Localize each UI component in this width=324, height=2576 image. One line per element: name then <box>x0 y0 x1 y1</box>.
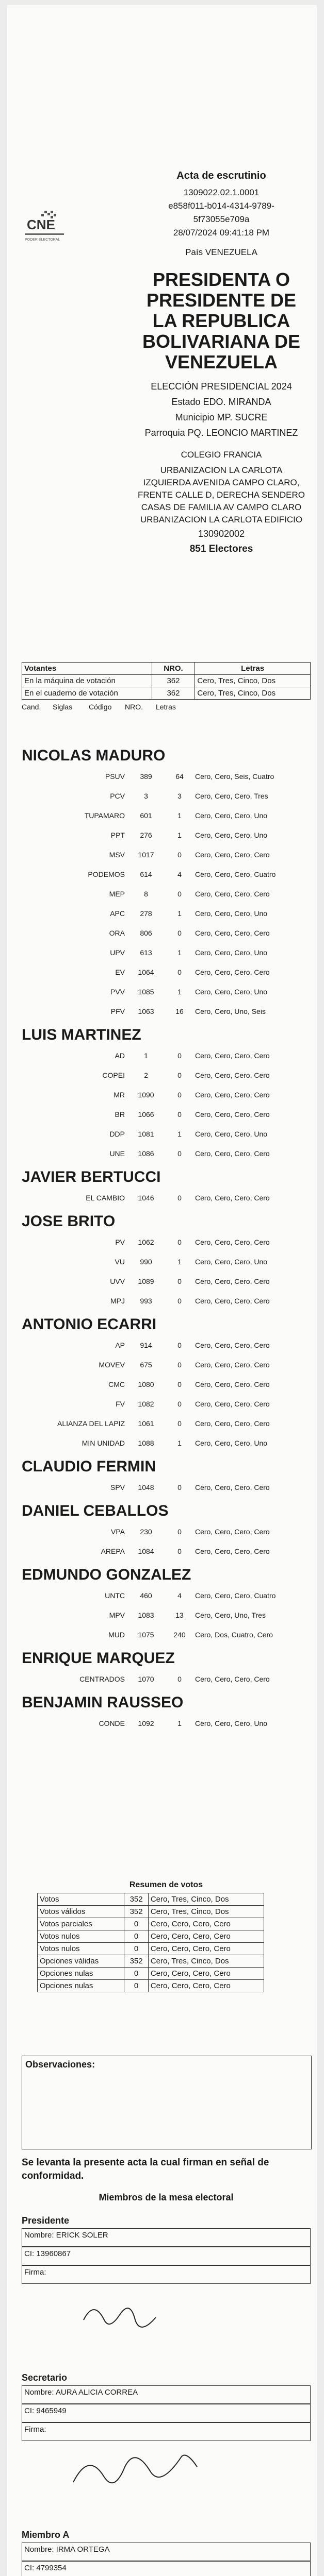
party-votes-words: Cero, Cero, Cero, Cero <box>195 1483 270 1492</box>
party-row <box>22 1669 311 1689</box>
election-name: ELECCIÓN PRESIDENCIAL 2024 <box>151 381 292 392</box>
cell: Cero, Tres, Cinco, Dos <box>195 675 311 687</box>
party-row <box>22 1522 311 1541</box>
acta-uuid-1: e858f011-b014-4314-9789- <box>168 201 274 211</box>
summary-row <box>38 1955 264 1968</box>
party-acronym: AREPA <box>101 1547 125 1555</box>
party-acronym: PSUV <box>105 772 125 781</box>
party-row <box>22 1478 311 1497</box>
party-votes: 0 <box>177 1149 182 1158</box>
party-row <box>22 1335 311 1355</box>
party-acronym: CMC <box>108 1380 125 1388</box>
cne-logo <box>22 209 67 245</box>
observations-box <box>22 2056 312 2149</box>
candidate-name: DANIEL CEBALLOS <box>22 1502 169 1519</box>
party-row <box>22 1002 311 1021</box>
party-acronym: MR <box>114 1091 125 1099</box>
address: URBANIZACION LA CARLOTA IZQUIERDA AVENIDA CAMPO CLARO, FRENTE CALLE D, DERECHA SENDERO CASAS DE FAMILIA AV CAMPO CLARO URBANIZACION LA CARLOTA EDIFICIO <box>137 465 305 524</box>
party-code: 1063 <box>138 1007 154 1015</box>
member-name: Nombre: IRMA ORTEGA <box>22 2543 311 2561</box>
party-votes-words: Cero, Cero, Cero, Uno <box>195 1719 268 1727</box>
party-acronym: PVV <box>110 988 125 996</box>
party-votes: 4 <box>177 870 182 878</box>
party-row <box>22 923 311 943</box>
handwritten-signature <box>22 2284 259 2346</box>
party-votes-words: Cero, Cero, Cero, Cero <box>195 1419 270 1428</box>
party-code: 389 <box>140 772 152 781</box>
members-title: Miembros de la mesa electoral <box>99 2192 234 2202</box>
party-code: 1064 <box>138 968 154 976</box>
party-row <box>22 1232 311 1252</box>
candidate-name: JAVIER BERTUCCI <box>22 1168 161 1185</box>
party-code: 230 <box>140 1528 152 1536</box>
party-votes: 1 <box>177 948 182 957</box>
party-votes-words: Cero, Cero, Uno, Tres <box>195 1611 266 1619</box>
party-votes-words: Cero, Cero, Cero, Cero <box>195 890 270 898</box>
observations-label: Observaciones: <box>25 2059 95 2070</box>
party-votes-words: Cero, Cero, Cero, Uno <box>195 948 268 957</box>
summary-cell: Opciones válidas <box>38 1955 124 1968</box>
member-role: Miembro A <box>22 2530 70 2540</box>
party-row <box>22 1046 311 1065</box>
party-row <box>22 1605 311 1625</box>
summary-cell: 0 <box>124 1943 148 1955</box>
party-code: 675 <box>140 1361 152 1369</box>
closing-text: Se levanta la presente acta la cual firman en señal de conformidad. <box>22 2157 269 2181</box>
party-acronym: MOVEV <box>99 1361 125 1369</box>
summary-cell: 0 <box>124 1918 148 1930</box>
party-row <box>22 943 311 962</box>
party-code: 1084 <box>138 1547 154 1555</box>
summary-cell: Cero, Cero, Cero, Cero <box>148 1918 264 1930</box>
sub-nro: NRO. <box>125 703 143 711</box>
votantes-row <box>22 675 311 687</box>
parish: Parroquia PQ. LEONCIO MARTINEZ <box>144 428 298 438</box>
party-acronym: UNE <box>109 1149 125 1158</box>
party-votes-words: Cero, Cero, Cero, Uno <box>195 988 268 996</box>
party-row <box>22 1433 311 1453</box>
party-votes-words: Cero, Cero, Cero, Cero <box>195 1149 270 1158</box>
party-acronym: PPT <box>110 831 125 839</box>
party-votes-words: Cero, Cero, Seis, Cuatro <box>195 772 274 781</box>
party-votes: 64 <box>175 772 184 781</box>
party-code: 1046 <box>138 1194 154 1202</box>
party-code: 278 <box>140 909 152 918</box>
sub-siglas: Siglas <box>53 703 73 711</box>
party-code: 1088 <box>138 1439 154 1447</box>
party-row <box>22 1625 311 1645</box>
party-row <box>22 845 311 865</box>
summary-table <box>37 1893 264 1992</box>
voting-center: COLEGIO FRANCIA <box>181 450 262 460</box>
party-acronym: MSV <box>109 851 125 859</box>
party-acronym: MPV <box>109 1611 125 1619</box>
party-votes-words: Cero, Cero, Cero, Uno <box>195 831 268 839</box>
candidate-name: NICOLAS MADURO <box>22 747 166 764</box>
party-votes-words: Cero, Cero, Uno, Seis <box>195 1007 266 1015</box>
party-code: 3 <box>144 792 148 800</box>
member-ci: CI: 9465949 <box>22 2404 311 2422</box>
party-votes-words: Cero, Cero, Cero, Cero <box>195 1297 270 1305</box>
party-row <box>22 1085 311 1105</box>
party-row <box>22 904 311 923</box>
summary-cell: Cero, Cero, Cero, Cero <box>148 1943 264 1955</box>
party-code: 1082 <box>138 1400 154 1408</box>
col-nro: NRO. <box>152 663 195 675</box>
party-votes: 0 <box>177 929 182 937</box>
party-code: 1062 <box>138 1238 154 1246</box>
party-votes: 0 <box>177 968 182 976</box>
member-block <box>22 2215 311 2348</box>
party-acronym: VPA <box>111 1528 125 1536</box>
summary-cell: Cero, Tres, Cinco, Dos <box>148 1906 264 1918</box>
party-code: 1048 <box>138 1483 154 1492</box>
party-acronym: BR <box>115 1110 125 1118</box>
party-votes: 0 <box>177 1297 182 1305</box>
party-acronym: FV <box>116 1400 125 1408</box>
party-acronym: TUPAMARO <box>84 811 125 820</box>
party-votes-words: Cero, Cero, Cero, Cero <box>195 1380 270 1388</box>
party-votes: 13 <box>175 1611 184 1619</box>
party-votes: 0 <box>177 1400 182 1408</box>
svg-text:CNE: CNE <box>27 217 55 232</box>
party-acronym: PFV <box>110 1007 125 1015</box>
header <box>136 170 306 557</box>
party-votes-words: Cero, Cero, Cero, Cuatro <box>195 870 276 878</box>
member-role: Presidente <box>22 2215 70 2226</box>
summary-cell: 0 <box>124 1968 148 1980</box>
candidates-section <box>22 742 311 1733</box>
party-votes: 0 <box>177 1091 182 1099</box>
party-acronym: COPEI <box>102 1071 125 1079</box>
party-row <box>22 1188 311 1208</box>
party-row <box>22 1124 311 1144</box>
party-votes: 240 <box>173 1631 186 1639</box>
candidate-name: CLAUDIO FERMIN <box>22 1458 156 1475</box>
party-votes: 0 <box>177 1277 182 1285</box>
handwritten-signature <box>22 2441 259 2503</box>
party-code: 1085 <box>138 988 154 996</box>
party-votes-words: Cero, Cero, Cero, Uno <box>195 811 268 820</box>
summary-row <box>38 1968 264 1980</box>
member-role: Secretario <box>22 2372 68 2383</box>
member-ci: CI: 4799354 <box>22 2561 311 2576</box>
party-row <box>22 1414 311 1433</box>
party-acronym: ORA <box>109 929 125 937</box>
party-acronym: MIN UNIDAD <box>82 1439 125 1447</box>
party-code: 8 <box>144 890 148 898</box>
party-code: 1070 <box>138 1675 154 1683</box>
party-row <box>22 1272 311 1291</box>
votantes-section <box>22 662 311 711</box>
party-code: 914 <box>140 1341 152 1349</box>
party-votes: 1 <box>177 1258 182 1266</box>
summary-row <box>38 1943 264 1955</box>
summary-title: Resumen de votos <box>129 1880 203 1889</box>
party-code: 614 <box>140 870 152 878</box>
party-acronym: MUD <box>108 1631 125 1639</box>
party-acronym: UPV <box>110 948 125 957</box>
party-votes: 0 <box>177 1419 182 1428</box>
candidate-name: EDMUNDO GONZALEZ <box>22 1566 191 1583</box>
party-acronym: AD <box>115 1052 125 1060</box>
party-row <box>22 1355 311 1375</box>
candidate-name: JOSE BRITO <box>22 1213 116 1230</box>
summary-row <box>38 1893 264 1906</box>
member-name: Nombre: AURA ALICIA CORREA <box>22 2385 311 2404</box>
party-acronym: EV <box>115 968 125 976</box>
col-letras: Letras <box>195 663 311 675</box>
candidate-name: ENRIQUE MARQUEZ <box>22 1650 175 1667</box>
summary-cell: Votos válidos <box>38 1906 124 1918</box>
party-row <box>22 1065 311 1085</box>
party-row <box>22 825 311 845</box>
party-votes: 0 <box>177 1238 182 1246</box>
party-acronym: UVV <box>110 1277 125 1285</box>
party-row <box>22 982 311 1002</box>
candidate-name: ANTONIO ECARRI <box>22 1316 157 1333</box>
summary-cell: 352 <box>124 1906 148 1918</box>
party-code: 1086 <box>138 1149 154 1158</box>
party-votes: 0 <box>177 851 182 859</box>
party-votes: 1 <box>177 811 182 820</box>
member-signature-label: Firma: <box>22 2422 311 2441</box>
votantes-header <box>22 663 311 675</box>
party-votes: 0 <box>177 890 182 898</box>
party-code: 1092 <box>138 1719 154 1727</box>
party-votes: 0 <box>177 1052 182 1060</box>
party-acronym: PODEMOS <box>88 870 125 878</box>
party-acronym: CENTRADOS <box>79 1675 125 1683</box>
party-row <box>22 1144 311 1163</box>
party-acronym: ALIANZA DEL LAPIZ <box>57 1419 125 1428</box>
party-row <box>22 962 311 982</box>
summary-cell: 0 <box>124 1930 148 1943</box>
svg-text:PODER ELECTORAL: PODER ELECTORAL <box>25 238 60 242</box>
party-code: 993 <box>140 1297 152 1305</box>
sub-codigo: Código <box>89 703 112 711</box>
party-votes: 0 <box>177 1071 182 1079</box>
party-acronym: EL CAMBIO <box>86 1194 125 1202</box>
party-code: 806 <box>140 929 152 937</box>
party-code: 601 <box>140 811 152 820</box>
party-votes-words: Cero, Cero, Cero, Cero <box>195 1194 270 1202</box>
votantes-row <box>22 687 311 700</box>
party-votes: 4 <box>177 1591 182 1600</box>
member-name: Nombre: ERICK SOLER <box>22 2228 311 2247</box>
party-code: 990 <box>140 1258 152 1266</box>
party-acronym: SPV <box>110 1483 125 1492</box>
acta-document <box>7 5 317 2576</box>
party-votes-words: Cero, Cero, Cero, Tres <box>195 792 268 800</box>
party-votes-words: Cero, Cero, Cero, Cero <box>195 851 270 859</box>
party-votes-words: Cero, Cero, Cero, Cero <box>195 1528 270 1536</box>
party-acronym: CONDE <box>99 1719 125 1727</box>
party-votes-words: Cero, Cero, Cero, Uno <box>195 909 268 918</box>
party-code: 1083 <box>138 1611 154 1619</box>
party-votes: 3 <box>177 792 182 800</box>
summary-cell: Opciones nulas <box>38 1980 124 1992</box>
candidate-subheader <box>22 703 311 711</box>
party-votes: 1 <box>177 1439 182 1447</box>
center-code: 130902002 <box>198 529 245 539</box>
party-row <box>22 884 311 904</box>
summary-row <box>38 1980 264 1992</box>
party-acronym: VU <box>115 1258 125 1266</box>
party-votes-words: Cero, Cero, Cero, Uno <box>195 1258 268 1266</box>
party-votes: 0 <box>177 1341 182 1349</box>
party-votes-words: Cero, Cero, Cero, Cero <box>195 1071 270 1079</box>
party-code: 1066 <box>138 1110 154 1118</box>
party-votes: 0 <box>177 1110 182 1118</box>
party-votes: 1 <box>177 1719 182 1727</box>
acta-timestamp: 28/07/2024 09:41:18 PM <box>173 228 270 238</box>
party-row <box>22 1105 311 1124</box>
member-block <box>22 2530 311 2576</box>
party-code: 1 <box>144 1052 148 1060</box>
summary-cell: Votos nulos <box>38 1943 124 1955</box>
sub-letras: Letras <box>156 703 176 711</box>
party-acronym: UNTC <box>105 1591 125 1600</box>
party-votes-words: Cero, Cero, Cero, Cero <box>195 1091 270 1099</box>
party-votes: 0 <box>177 1675 182 1683</box>
party-votes: 0 <box>177 1361 182 1369</box>
candidate-name: BENJAMIN RAUSSEO <box>22 1694 184 1711</box>
party-votes-words: Cero, Cero, Cero, Cero <box>195 1052 270 1060</box>
party-code: 1089 <box>138 1277 154 1285</box>
summary-cell: Votos nulos <box>38 1930 124 1943</box>
party-row <box>22 1394 311 1414</box>
col-votantes: Votantes <box>22 663 152 675</box>
sub-cand: Cand. <box>22 703 41 711</box>
party-acronym: PV <box>115 1238 125 1246</box>
state: Estado EDO. MIRANDA <box>171 397 271 407</box>
summary-row <box>38 1918 264 1930</box>
acta-uuid-2: 5f73055e709a <box>193 214 250 224</box>
party-acronym: PCV <box>110 792 125 800</box>
summary-cell: Cero, Tres, Cinco, Dos <box>148 1955 264 1968</box>
main-title: PRESIDENTA O PRESIDENTE DE LA REPUBLICA BOLIVARIANA DE VENEZUELA <box>142 269 300 372</box>
document-title: Acta de escrutinio <box>176 170 266 181</box>
party-votes: 1 <box>177 831 182 839</box>
voter-count: 851 Electores <box>189 544 253 554</box>
party-code: 613 <box>140 948 152 957</box>
party-row <box>22 865 311 884</box>
cell: 362 <box>152 675 195 687</box>
summary-cell: 352 <box>124 1893 148 1906</box>
party-votes: 1 <box>177 988 182 996</box>
party-votes-words: Cero, Dos, Cuatro, Cero <box>195 1631 273 1639</box>
party-acronym: MPJ <box>110 1297 125 1305</box>
party-votes: 1 <box>177 909 182 918</box>
party-code: 1081 <box>138 1130 154 1138</box>
summary-cell: Cero, Cero, Cero, Cero <box>148 1968 264 1980</box>
party-votes: 0 <box>177 1380 182 1388</box>
party-row <box>22 786 311 806</box>
summary-section <box>22 1880 311 1992</box>
party-votes-words: Cero, Cero, Cero, Cero <box>195 1361 270 1369</box>
party-acronym: DDP <box>109 1130 125 1138</box>
votantes-table <box>22 662 311 700</box>
party-votes: 0 <box>177 1483 182 1492</box>
party-row <box>22 1586 311 1605</box>
cell: En el cuaderno de votación <box>22 687 152 700</box>
party-acronym: MEP <box>109 890 125 898</box>
party-code: 1061 <box>138 1419 154 1428</box>
party-votes-words: Cero, Cero, Cero, Cero <box>195 1675 270 1683</box>
party-code: 460 <box>140 1591 152 1600</box>
member-block <box>22 2372 311 2505</box>
party-votes-words: Cero, Cero, Cero, Cuatro <box>195 1591 276 1600</box>
party-votes-words: Cero, Cero, Cero, Cero <box>195 929 270 937</box>
municipality: Municipio MP. SUCRE <box>175 412 268 422</box>
party-row <box>22 1541 311 1561</box>
party-votes: 16 <box>175 1007 184 1015</box>
party-acronym: AP <box>115 1341 125 1349</box>
party-votes-words: Cero, Cero, Cero, Cero <box>195 1238 270 1246</box>
summary-cell: Cero, Cero, Cero, Cero <box>148 1930 264 1943</box>
summary-cell: Votos parciales <box>38 1918 124 1930</box>
party-votes-words: Cero, Cero, Cero, Cero <box>195 1341 270 1349</box>
party-row <box>22 1375 311 1394</box>
party-votes-words: Cero, Cero, Cero, Uno <box>195 1439 268 1447</box>
summary-row <box>38 1930 264 1943</box>
party-row <box>22 767 311 786</box>
party-code: 2 <box>144 1071 148 1079</box>
party-row <box>22 1252 311 1272</box>
party-votes: 0 <box>177 1547 182 1555</box>
cell: 362 <box>152 687 195 700</box>
summary-cell: 0 <box>124 1980 148 1992</box>
cell: Cero, Tres, Cinco, Dos <box>195 687 311 700</box>
summary-cell: Votos <box>38 1893 124 1906</box>
party-code: 276 <box>140 831 152 839</box>
party-votes: 1 <box>177 1130 182 1138</box>
summary-row <box>38 1906 264 1918</box>
member-signature-label: Firma: <box>22 2265 311 2284</box>
member-ci: CI: 13960867 <box>22 2247 311 2265</box>
party-votes-words: Cero, Cero, Cero, Cero <box>195 968 270 976</box>
party-votes-words: Cero, Cero, Cero, Uno <box>195 1130 268 1138</box>
candidate-name: LUIS MARTINEZ <box>22 1026 141 1043</box>
country: País VENEZUELA <box>185 247 257 257</box>
party-code: 1090 <box>138 1091 154 1099</box>
party-votes-words: Cero, Cero, Cero, Cero <box>195 1277 270 1285</box>
party-code: 1017 <box>138 851 154 859</box>
summary-cell: Cero, Tres, Cinco, Dos <box>148 1893 264 1906</box>
party-votes-words: Cero, Cero, Cero, Cero <box>195 1400 270 1408</box>
party-code: 1075 <box>138 1631 154 1639</box>
cell: En la máquina de votación <box>22 675 152 687</box>
party-code: 1080 <box>138 1380 154 1388</box>
party-votes: 0 <box>177 1194 182 1202</box>
party-row <box>22 806 311 825</box>
party-votes-words: Cero, Cero, Cero, Cero <box>195 1110 270 1118</box>
party-votes: 0 <box>177 1528 182 1536</box>
summary-cell: 352 <box>124 1955 148 1968</box>
party-acronym: APC <box>110 909 125 918</box>
acta-number: 1309022.02.1.0001 <box>183 188 260 197</box>
party-row <box>22 1291 311 1311</box>
party-row <box>22 1714 311 1733</box>
summary-cell: Cero, Cero, Cero, Cero <box>148 1980 264 1992</box>
party-votes-words: Cero, Cero, Cero, Cero <box>195 1547 270 1555</box>
summary-cell: Opciones nulas <box>38 1968 124 1980</box>
